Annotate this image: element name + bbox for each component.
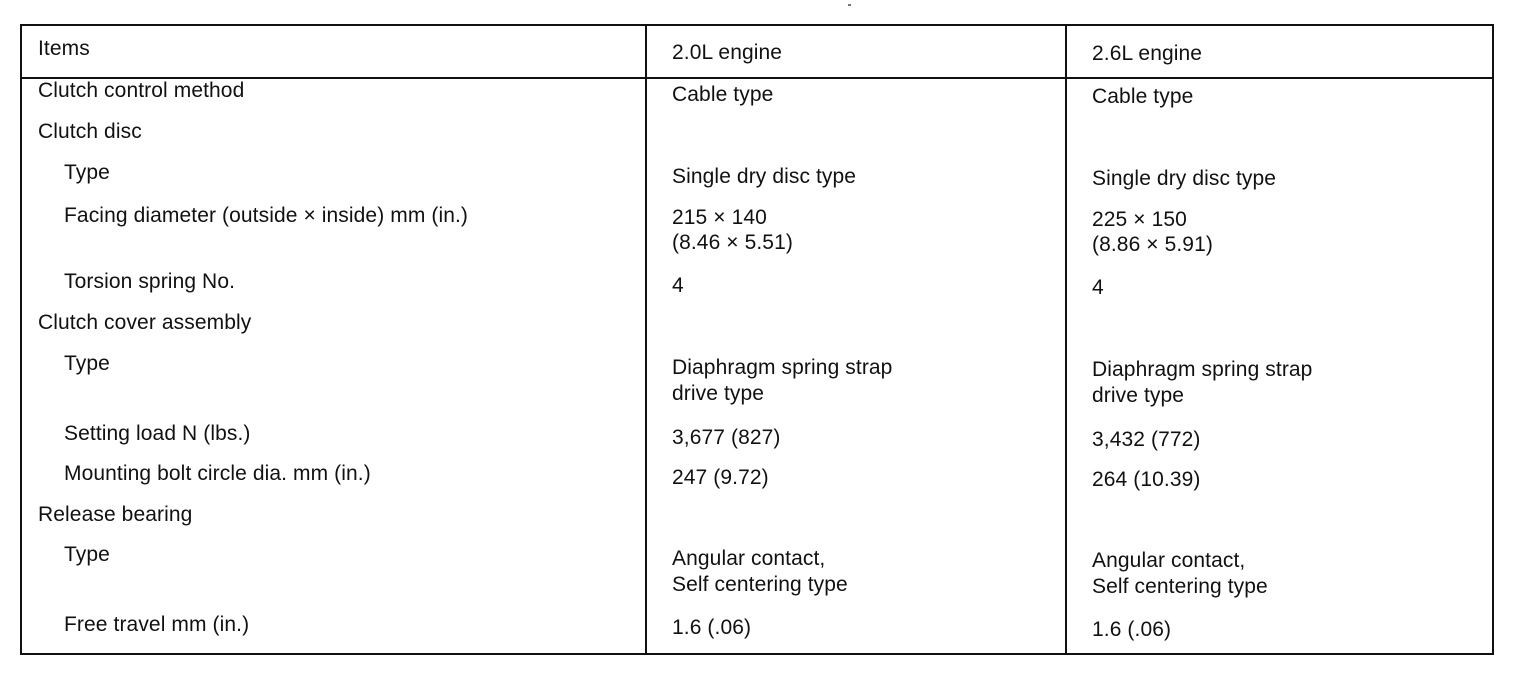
header-2-6l-engine: 2.6L engine xyxy=(1092,42,1203,65)
row-section-label: Clutch disc xyxy=(38,120,142,143)
scan-mark xyxy=(848,4,851,6)
row-2-0l-value: 247 (9.72) xyxy=(672,466,769,489)
row-2-6l-value: 3,432 (772) xyxy=(1092,428,1201,451)
row-2-0l-value: 4 xyxy=(672,274,684,297)
header-2-0l-engine: 2.0L engine xyxy=(672,41,783,64)
row-item-label: Type xyxy=(64,161,110,184)
row-2-6l-value: 1.6 (.06) xyxy=(1092,618,1172,641)
row-2-6l-value: 225 × 150 (8.86 × 5.91) xyxy=(1092,208,1213,256)
row-item-label: Torsion spring No. xyxy=(64,270,236,293)
column-divider xyxy=(1065,26,1067,653)
row-2-0l-value: Diaphragm spring strap drive type xyxy=(672,356,893,405)
row-item-label: Setting load N (lbs.) xyxy=(64,422,251,445)
header-items: Items xyxy=(38,37,90,60)
row-2-0l-value: Cable type xyxy=(672,83,774,106)
row-2-6l-value: Cable type xyxy=(1092,85,1194,108)
row-item-label: Type xyxy=(64,543,110,566)
row-2-0l-value: 3,677 (827) xyxy=(672,426,781,449)
row-2-6l-value: 264 (10.39) xyxy=(1092,468,1201,491)
clutch-specifications-table xyxy=(20,24,1494,655)
row-section-label: Clutch cover assembly xyxy=(38,311,252,334)
row-item-label: Clutch control method xyxy=(38,79,245,102)
row-2-0l-value: 1.6 (.06) xyxy=(672,616,752,639)
row-2-0l-value: 215 × 140 (8.46 × 5.51) xyxy=(672,206,793,254)
row-2-0l-value: Angular contact, Self centering type xyxy=(672,547,848,596)
row-item-label: Facing diameter (outside × inside) mm (in.) xyxy=(64,204,469,227)
row-2-6l-value: 4 xyxy=(1092,276,1104,299)
row-2-6l-value: Diaphragm spring strap drive type xyxy=(1092,358,1313,407)
row-item-label: Type xyxy=(64,352,110,375)
row-section-label: Release bearing xyxy=(38,503,193,526)
row-2-6l-value: Angular contact, Self centering type xyxy=(1092,549,1268,598)
row-item-label: Mounting bolt circle dia. mm (in.) xyxy=(64,462,371,485)
row-item-label: Free travel mm (in.) xyxy=(64,613,250,636)
row-2-0l-value: Single dry disc type xyxy=(672,165,857,188)
row-2-6l-value: Single dry disc type xyxy=(1092,167,1277,190)
column-divider xyxy=(645,26,647,653)
